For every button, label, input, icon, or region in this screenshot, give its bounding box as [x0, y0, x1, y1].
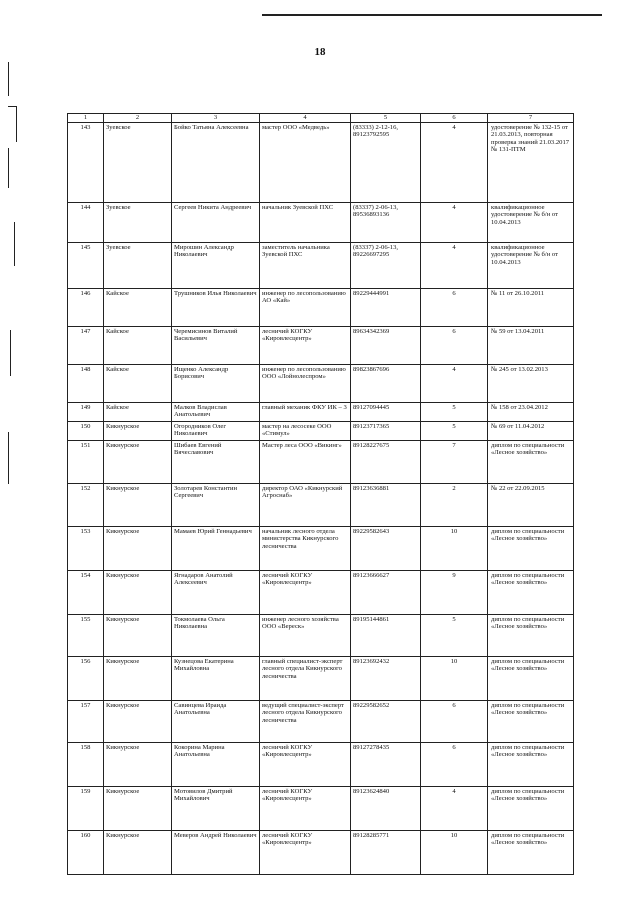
count-value: 4 — [421, 123, 488, 203]
table-row — [68, 441, 574, 484]
row-number: 153 — [68, 527, 104, 571]
district-cell: Кикнурское — [104, 484, 172, 527]
district-cell: Кикнурское — [104, 743, 172, 787]
person-name: Сергеев Никита Андреевич — [172, 203, 260, 243]
phone-number: (83333) 2-12-16, 89123792595 — [351, 123, 421, 203]
person-name: Ягнадаров Анатолий Алексеевич — [172, 571, 260, 615]
phone-number: 89229444991 — [351, 289, 421, 327]
row-number: 160 — [68, 831, 104, 875]
job-position: ведущий специалист-эксперт лесного отдела Кикнурского лесничества — [260, 701, 351, 743]
row-number: 154 — [68, 571, 104, 615]
count-value: 4 — [421, 243, 488, 289]
count-value: 9 — [421, 571, 488, 615]
table-row — [68, 743, 574, 787]
district-cell: Кикнурское — [104, 787, 172, 831]
phone-number: 89127278435 — [351, 743, 421, 787]
table-row — [68, 327, 574, 365]
count-value: 6 — [421, 327, 488, 365]
row-number: 157 — [68, 701, 104, 743]
row-number: 147 — [68, 327, 104, 365]
qualification-document: диплом по специальности «Лесное хозяйство» — [488, 787, 574, 831]
count-value: 2 — [421, 484, 488, 527]
scan-edge-line — [10, 330, 11, 376]
person-name: Шибаев Евгений Вячеславович — [172, 441, 260, 484]
qualification-document: № 69 от 11.04.2012 — [488, 422, 574, 441]
table-row — [68, 365, 574, 403]
qualification-document: № 59 от 13.04.2011 — [488, 327, 574, 365]
table-row — [68, 527, 574, 571]
qualification-document: диплом по специальности «Лесное хозяйство» — [488, 831, 574, 875]
qualification-document: диплом по специальности «Лесное хозяйство» — [488, 701, 574, 743]
row-number: 144 — [68, 203, 104, 243]
column-header: 3 — [172, 114, 260, 123]
phone-number: 89229582643 — [351, 527, 421, 571]
table-row — [68, 289, 574, 327]
row-number: 159 — [68, 787, 104, 831]
phone-number: 89128285771 — [351, 831, 421, 875]
district-cell: Зуевское — [104, 203, 172, 243]
district-cell: Кайское — [104, 327, 172, 365]
scan-edge-line — [16, 106, 17, 142]
qualification-document: квалификационное удостоверение № б/н от 10.04.2013 — [488, 243, 574, 289]
table-row — [68, 123, 574, 203]
scan-edge-line — [14, 222, 15, 266]
phone-number: 89128227675 — [351, 441, 421, 484]
phone-number: 89127094445 — [351, 403, 421, 422]
district-cell: Кикнурское — [104, 441, 172, 484]
district-cell: Кикнурское — [104, 615, 172, 657]
phone-number: 89123666627 — [351, 571, 421, 615]
column-header: 7 — [488, 114, 574, 123]
count-value: 5 — [421, 422, 488, 441]
job-position: заместитель начальника Зуевской ПХС — [260, 243, 351, 289]
district-cell: Кикнурское — [104, 701, 172, 743]
count-value: 6 — [421, 701, 488, 743]
qualification-document: удостоверение № 132-15 от 21.03.2013, повторная проверка знаний 21.03.2017 № 131-ПТМ — [488, 123, 574, 203]
row-number: 146 — [68, 289, 104, 327]
phone-number: 89195144861 — [351, 615, 421, 657]
table-body — [68, 123, 574, 875]
phone-number: 89123692432 — [351, 657, 421, 701]
district-cell: Зуевское — [104, 243, 172, 289]
row-number: 143 — [68, 123, 104, 203]
qualification-document: диплом по специальности «Лесное хозяйство» — [488, 657, 574, 701]
row-number: 155 — [68, 615, 104, 657]
scan-edge-line — [8, 148, 9, 188]
qualification-document: № 11 от 26.10.2011 — [488, 289, 574, 327]
count-value: 7 — [421, 441, 488, 484]
table-row — [68, 831, 574, 875]
scan-edge-line — [262, 14, 602, 16]
table-row — [68, 615, 574, 657]
qualification-document: диплом по специальности «Лесное хозяйство» — [488, 527, 574, 571]
count-value: 4 — [421, 787, 488, 831]
job-position: мастер на лесосеке ООО «Стимул» — [260, 422, 351, 441]
table-row — [68, 243, 574, 289]
table-row — [68, 403, 574, 422]
count-value: 5 — [421, 403, 488, 422]
qualification-document: диплом по специальности «Лесное хозяйство» — [488, 571, 574, 615]
district-cell: Кикнурское — [104, 527, 172, 571]
district-cell: Кикнурское — [104, 571, 172, 615]
row-number: 150 — [68, 422, 104, 441]
job-position: лесничий КОГКУ «Кировлесцентр» — [260, 571, 351, 615]
person-name: Мотовилов Дмитрий Михайлович — [172, 787, 260, 831]
person-name: Кузнецова Екатерина Михайловна — [172, 657, 260, 701]
row-number: 158 — [68, 743, 104, 787]
count-value: 10 — [421, 657, 488, 701]
phone-number: (83337) 2-06-13, 89536893136 — [351, 203, 421, 243]
qualification-document: квалификационное удостоверение № б/н от 10.04.2013 — [488, 203, 574, 243]
row-number: 149 — [68, 403, 104, 422]
count-value: 4 — [421, 203, 488, 243]
phone-number: (83337) 2-06-13, 89226697295 — [351, 243, 421, 289]
person-name: Огородников Олег Николаевич — [172, 422, 260, 441]
person-name: Бойко Татьяна Алексеевна — [172, 123, 260, 203]
table-row — [68, 657, 574, 701]
district-cell: Кайское — [104, 365, 172, 403]
count-value: 10 — [421, 527, 488, 571]
phone-number: 89123717365 — [351, 422, 421, 441]
qualification-document: диплом по специальности «Лесное хозяйство» — [488, 615, 574, 657]
job-position: Мастер леса ООО «Викинг» — [260, 441, 351, 484]
page-number: 18 — [314, 46, 326, 58]
job-position: мастер ООО «Медведь» — [260, 123, 351, 203]
district-cell: Зуевское — [104, 123, 172, 203]
table-row — [68, 422, 574, 441]
column-header: 1 — [68, 114, 104, 123]
job-position: начальник лесного отдела министерства Кикнурского лесничества — [260, 527, 351, 571]
job-position: директор ОАО «Кикнурский Агроснаб» — [260, 484, 351, 527]
job-position: главный специалист-эксперт лесного отдела Кикнурского лесничества — [260, 657, 351, 701]
person-name: Савинцева Ираида Анатольевна — [172, 701, 260, 743]
phone-number: 89123636881 — [351, 484, 421, 527]
column-header: 5 — [351, 114, 421, 123]
table-row — [68, 701, 574, 743]
district-cell: Кикнурское — [104, 422, 172, 441]
personnel-table-container — [67, 113, 573, 875]
job-position: лесничий КОГКУ «Кировлесцентр» — [260, 327, 351, 365]
count-value: 4 — [421, 365, 488, 403]
person-name: Мирошин Александр Николаевич — [172, 243, 260, 289]
qualification-document: диплом по специальности «Лесное хозяйство» — [488, 743, 574, 787]
row-number: 145 — [68, 243, 104, 289]
job-position: лесничий КОГКУ «Кировлесцентр» — [260, 743, 351, 787]
scan-edge-line — [8, 432, 9, 484]
phone-number: 89634342369 — [351, 327, 421, 365]
job-position: лесничий КОГКУ «Кировлесцентр» — [260, 787, 351, 831]
job-position: главный механик ФКУ ИК – 3 — [260, 403, 351, 422]
job-position: лесничий КОГКУ «Кировлесцентр» — [260, 831, 351, 875]
person-name: Мамаев Юрий Геннадьевич — [172, 527, 260, 571]
table-row — [68, 571, 574, 615]
count-value: 6 — [421, 289, 488, 327]
column-header: 4 — [260, 114, 351, 123]
person-name: Трушников Илья Николаевич — [172, 289, 260, 327]
column-header: 6 — [421, 114, 488, 123]
count-value: 5 — [421, 615, 488, 657]
district-cell: Кайское — [104, 403, 172, 422]
district-cell: Кайское — [104, 289, 172, 327]
qualification-document: № 158 от 23.04.2012 — [488, 403, 574, 422]
qualification-document: диплом по специальности «Лесное хозяйство» — [488, 441, 574, 484]
district-cell: Кикнурское — [104, 657, 172, 701]
person-name: Меверов Андрей Николаевич — [172, 831, 260, 875]
column-header: 2 — [104, 114, 172, 123]
table-row — [68, 484, 574, 527]
person-name: Ищенко Александр Борисович — [172, 365, 260, 403]
count-value: 6 — [421, 743, 488, 787]
phone-number: 89229582652 — [351, 701, 421, 743]
phone-number: 89123624840 — [351, 787, 421, 831]
person-name: Черемисинов Виталий Васильевич — [172, 327, 260, 365]
personnel-table — [67, 113, 574, 875]
row-number: 148 — [68, 365, 104, 403]
row-number: 152 — [68, 484, 104, 527]
person-name: Золотарев Константин Сергеевич — [172, 484, 260, 527]
table-header-row — [68, 114, 574, 123]
job-position: инженер лесного хозяйства ООО «Вереск» — [260, 615, 351, 657]
person-name: Малков Владислав Анатольевич — [172, 403, 260, 422]
row-number: 151 — [68, 441, 104, 484]
qualification-document: № 22 от 22.09.2015 — [488, 484, 574, 527]
job-position: инженер по лесопользованию АО «Кай» — [260, 289, 351, 327]
table-row — [68, 203, 574, 243]
job-position: инженер по лесопользованию ООО «Лойнолеспром» — [260, 365, 351, 403]
table-row — [68, 787, 574, 831]
district-cell: Кикнурское — [104, 831, 172, 875]
phone-number: 89823867696 — [351, 365, 421, 403]
job-position: начальник Зуевской ПХС — [260, 203, 351, 243]
scan-edge-line — [8, 62, 9, 96]
count-value: 10 — [421, 831, 488, 875]
row-number: 156 — [68, 657, 104, 701]
person-name: Кокорина Марина Анатольевна — [172, 743, 260, 787]
qualification-document: № 245 от 13.02.2013 — [488, 365, 574, 403]
person-name: Токмолаева Ольга Николаевна — [172, 615, 260, 657]
